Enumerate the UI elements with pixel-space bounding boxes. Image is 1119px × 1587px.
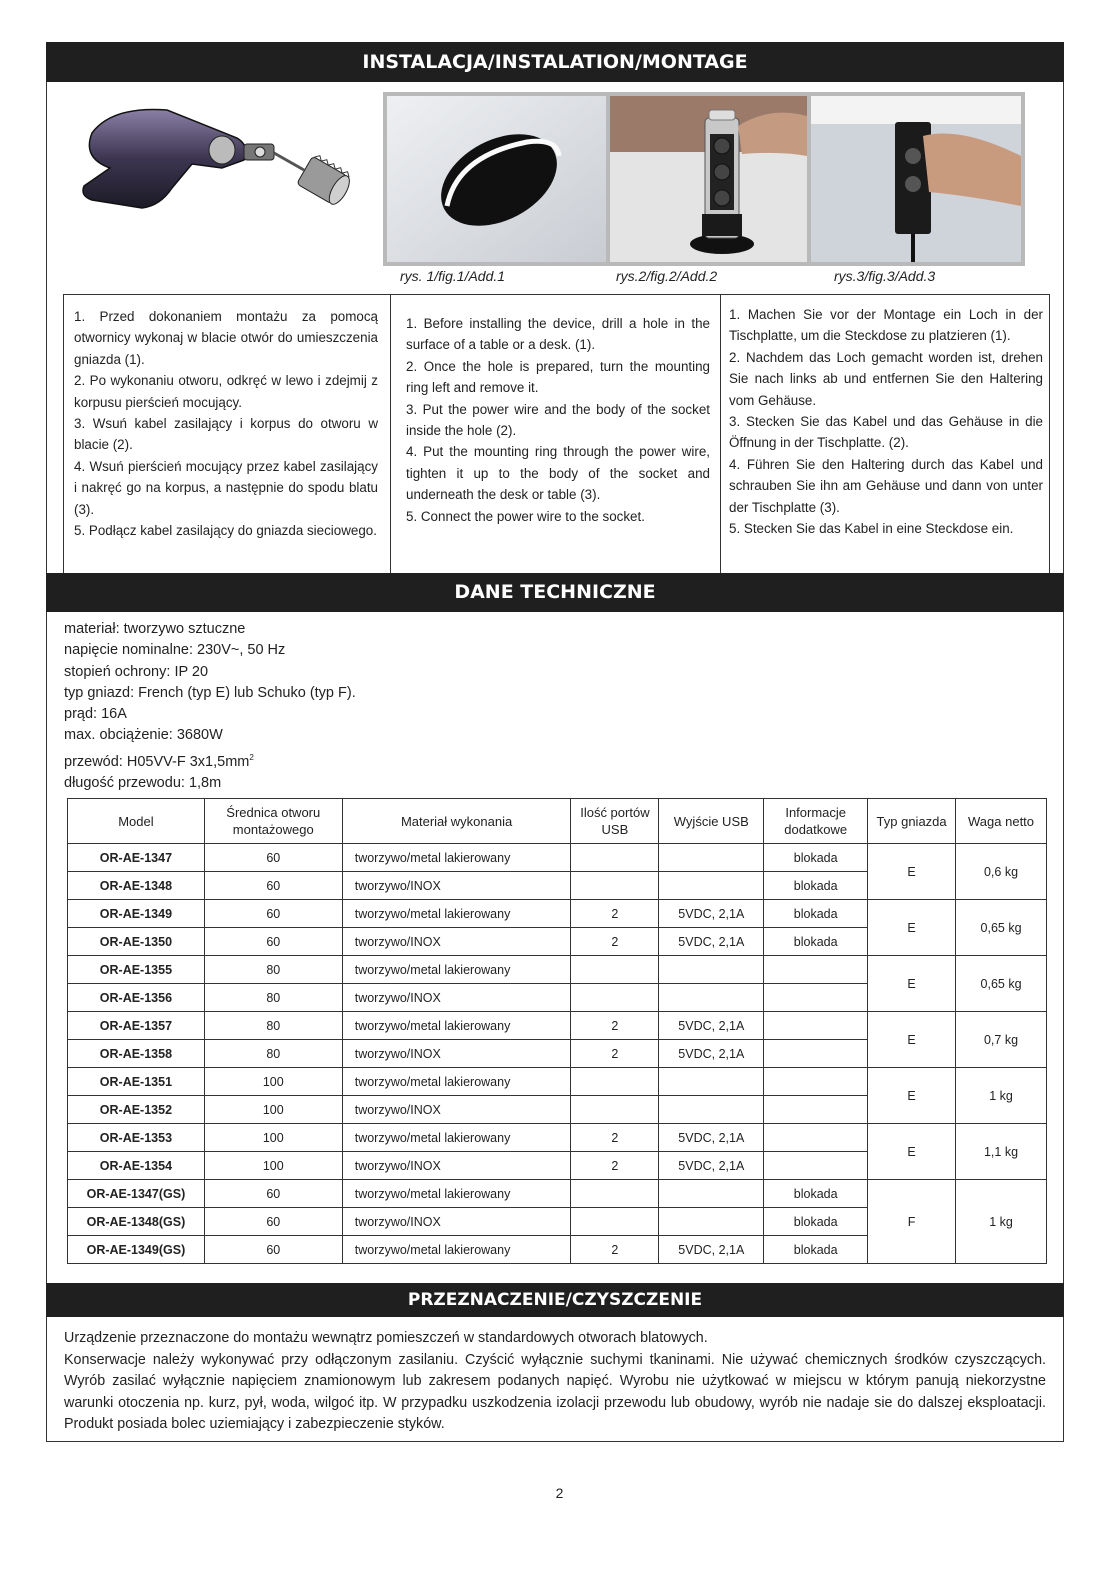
instruction-step: 3. Wsuń kabel zasilający i korpus do otworu w blacie (2).: [74, 416, 378, 453]
cell-weight: 0,7 kg: [956, 1012, 1047, 1068]
instruction-step: 3. Put the power wire and the body of the socket inside the hole (2).: [406, 401, 710, 439]
cell-diameter: 60: [204, 1208, 342, 1236]
cell-type: E: [868, 844, 956, 900]
cell-info: blokada: [764, 900, 868, 928]
instruction-step: 5. Podłącz kabel zasilający do gniazda sieciowego.: [74, 523, 377, 539]
cell-diameter: 60: [204, 1180, 342, 1208]
instructions-english: [391, 295, 721, 574]
cell-model: OR-AE-1358: [68, 1040, 205, 1068]
model-table: [67, 798, 1047, 1264]
cell-material: tworzywo/metal lakierowany: [342, 956, 571, 984]
cell-type: E: [868, 1012, 956, 1068]
cell-usb-ports: 2: [571, 1124, 659, 1152]
instruction-step: 3. Stecken Sie das Kabel und das Gehäuse in die Öffnung in der Tischplatte. (2).: [729, 414, 1043, 451]
instruction-step: 1. Before installing the device, drill a hole in the surface of a table or a desk. (1).: [406, 316, 710, 353]
cell-usb-out: 5VDC, 2,1A: [659, 1236, 764, 1264]
cell-diameter: 100: [204, 1068, 342, 1096]
instructions-german: [721, 295, 1051, 574]
column-header: Informacje dodatkowe: [764, 799, 868, 844]
instruction-step: 5. Stecken Sie das Kabel in eine Steckdose ein.: [729, 521, 1014, 537]
cell-diameter: 80: [204, 1040, 342, 1068]
cell-model: OR-AE-1354: [68, 1152, 205, 1180]
cell-usb-out: [659, 1068, 764, 1096]
cell-model: OR-AE-1357: [68, 1012, 205, 1040]
cell-info: [764, 1124, 868, 1152]
cell-material: tworzywo/INOX: [342, 928, 571, 956]
cell-material: tworzywo/INOX: [342, 984, 571, 1012]
cell-usb-out: [659, 872, 764, 900]
cell-usb-out: 5VDC, 2,1A: [659, 900, 764, 928]
table-row: [68, 956, 1047, 984]
cell-weight: 0,65 kg: [956, 900, 1047, 956]
purpose-line: Urządzenie przeznaczone do montażu wewnątrz pomieszczeń w standardowych otworach blatowych.: [64, 1330, 708, 1346]
cell-usb-ports: 2: [571, 900, 659, 928]
cell-diameter: 80: [204, 1012, 342, 1040]
cell-info: [764, 1152, 868, 1180]
cell-diameter: 60: [204, 1236, 342, 1264]
cell-model: OR-AE-1352: [68, 1096, 205, 1124]
cell-usb-ports: [571, 872, 659, 900]
cell-material: tworzywo/metal lakierowany: [342, 1068, 571, 1096]
column-header: Średnica otworu montażowego: [204, 799, 342, 844]
cell-usb-ports: [571, 956, 659, 984]
cell-usb-ports: 2: [571, 1152, 659, 1180]
cell-usb-ports: [571, 984, 659, 1012]
cell-model: OR-AE-1348: [68, 872, 205, 900]
cell-model: OR-AE-1350: [68, 928, 205, 956]
cell-info: [764, 956, 868, 984]
cell-usb-out: [659, 984, 764, 1012]
figure-caption-1: rys. 1/fig.1/Add.1: [400, 268, 506, 284]
spec-item: materiał: tworzywo sztuczne: [64, 621, 246, 637]
instruction-step: 4. Führen Sie den Haltering durch das Kabel und schrauben Sie ihn am Gehäuse und dann von unter der Tischplatte (3).: [729, 456, 1043, 515]
table-row: [68, 844, 1047, 872]
table-body: [68, 844, 1047, 1264]
cell-type: E: [868, 900, 956, 956]
column-header: Materiał wykonania: [342, 799, 571, 844]
cell-model: OR-AE-1349(GS): [68, 1236, 205, 1264]
cell-usb-out: 5VDC, 2,1A: [659, 1012, 764, 1040]
cell-weight: 1 kg: [956, 1180, 1047, 1264]
cell-diameter: 60: [204, 844, 342, 872]
cell-info: blokada: [764, 928, 868, 956]
cell-usb-out: 5VDC, 2,1A: [659, 1040, 764, 1068]
instruction-step: 4. Put the mounting ring through the power wire, tighten it up to the body of the socket and underneath the desk or table (3).: [406, 444, 710, 503]
purpose-heading: PRZEZNACZENIE/CZYSZCZENIE: [46, 1283, 1064, 1317]
column-header: Typ gniazda: [868, 799, 956, 844]
purpose-text: [64, 1328, 1046, 1436]
cell-usb-ports: 2: [571, 1012, 659, 1040]
cell-model: OR-AE-1351: [68, 1068, 205, 1096]
cell-info: blokada: [764, 1236, 868, 1264]
cell-material: tworzywo/metal lakierowany: [342, 844, 571, 872]
instruction-step: 2. Once the hole is prepared, turn the mounting ring left and remove it.: [406, 358, 710, 396]
spec-item: typ gniazd: French (typ E) lub Schuko (typ F).: [64, 684, 356, 701]
cell-diameter: 60: [204, 900, 342, 928]
cell-usb-out: [659, 844, 764, 872]
table-header-row: [68, 799, 1047, 844]
cell-material: tworzywo/INOX: [342, 1040, 571, 1068]
installation-heading: INSTALACJA/INSTALATION/MONTAGE: [46, 42, 1064, 82]
cell-usb-out: 5VDC, 2,1A: [659, 928, 764, 956]
purpose-paragraph: Konserwacje należy wykonywać przy odłączonym zasilaniu. Czyścić wyłącznie suchymi tkaninami. Nie używać chemicznych środków czyszczących. Wyrób zasilać wyłącznie napięciem znamionowym lub zakresem podanych napięć. Wyrobu nie użytkować w miejscu w którym panują niekorzystne warunki otoczenia np. kurz, pył, woda, wilgoć itp. W przypadku uszkodzenia izolacji przewodu lub obudowy, wyrób nie nadaje sie do dalszej eksploatacji. Produkt posiada bolec uziemiający i zabezpieczenie styków.: [64, 1351, 1046, 1432]
cell-usb-ports: [571, 1208, 659, 1236]
spec-item: prąd: 16A: [64, 706, 127, 723]
cell-weight: 1,1 kg: [956, 1124, 1047, 1180]
column-header: Model: [68, 799, 205, 844]
page-number: 2: [555, 1485, 564, 1501]
cell-type: E: [868, 1124, 956, 1180]
cell-info: [764, 1040, 868, 1068]
table-row: [68, 1012, 1047, 1040]
installation-photos: [383, 92, 1025, 266]
cell-material: tworzywo/INOX: [342, 1096, 571, 1124]
cell-info: [764, 1068, 868, 1096]
table-row: [68, 1124, 1047, 1152]
cell-usb-ports: [571, 1068, 659, 1096]
cell-model: OR-AE-1355: [68, 956, 205, 984]
figure-caption-3: rys.3/fig.3/Add.3: [834, 268, 936, 284]
cell-usb-out: [659, 1096, 764, 1124]
cell-weight: 0,6 kg: [956, 844, 1047, 900]
spec-item: stopień ochrony: IP 20: [64, 663, 209, 680]
cell-usb-ports: [571, 1096, 659, 1124]
cell-model: OR-AE-1347(GS): [68, 1180, 205, 1208]
cell-info: [764, 984, 868, 1012]
photo-mounting-ring: [811, 96, 1021, 262]
cell-model: OR-AE-1349: [68, 900, 205, 928]
cell-material: tworzywo/metal lakierowany: [342, 900, 571, 928]
cell-material: tworzywo/metal lakierowany: [342, 1012, 571, 1040]
cell-usb-out: [659, 1180, 764, 1208]
cell-info: [764, 1096, 868, 1124]
cell-usb-out: 5VDC, 2,1A: [659, 1152, 764, 1180]
cell-model: OR-AE-1356: [68, 984, 205, 1012]
column-header: Ilość portów USB: [571, 799, 659, 844]
cell-material: tworzywo/INOX: [342, 872, 571, 900]
cell-usb-out: [659, 1208, 764, 1236]
spec-item: napięcie nominalne: 230V~, 50 Hz: [64, 642, 286, 659]
cell-diameter: 80: [204, 984, 342, 1012]
spec-item: długość przewodu: 1,8m: [64, 774, 222, 791]
cell-usb-ports: 2: [571, 1236, 659, 1264]
cell-usb-ports: 2: [571, 928, 659, 956]
cell-diameter: 100: [204, 1096, 342, 1124]
table-row: [68, 1180, 1047, 1208]
cell-diameter: 60: [204, 872, 342, 900]
instructions-polish: [64, 295, 391, 574]
cell-usb-ports: [571, 1180, 659, 1208]
cell-info: blokada: [764, 1208, 868, 1236]
cell-weight: 1 kg: [956, 1068, 1047, 1124]
cell-material: tworzywo/metal lakierowany: [342, 1124, 571, 1152]
cell-model: OR-AE-1348(GS): [68, 1208, 205, 1236]
instruction-step: 5. Connect the power wire to the socket.: [406, 508, 645, 524]
cell-diameter: 80: [204, 956, 342, 984]
drill-illustration: [72, 98, 362, 228]
column-header: Waga netto: [956, 799, 1047, 844]
cell-diameter: 60: [204, 928, 342, 956]
photo-hole-in-desk: [387, 96, 606, 262]
instruction-step: 2. Nachdem das Loch gemacht worden ist, drehen Sie nach links ab und entfernen Sie den Haltering vom Gehäuse.: [729, 349, 1043, 408]
cell-type: E: [868, 956, 956, 1012]
photo-socket-inserted: [610, 96, 807, 262]
cell-material: tworzywo/metal lakierowany: [342, 1236, 571, 1264]
spec-item: max. obciążenie: 3680W: [64, 727, 223, 744]
cell-type: E: [868, 1068, 956, 1124]
spec-item: przewód: H05VV-F $3x1,5mm^2$: [64, 752, 254, 770]
cell-diameter: 100: [204, 1152, 342, 1180]
instruction-step: 4. Wsuń pierścień mocujący przez kabel zasilający i nakręć go na korpus, a następnie do spodu blatu (3).: [74, 458, 378, 517]
cell-model: OR-AE-1353: [68, 1124, 205, 1152]
tech-data-heading: DANE TECHNICZNE: [46, 573, 1064, 612]
cell-info: [764, 1012, 868, 1040]
table-row: [68, 1068, 1047, 1096]
cell-material: tworzywo/INOX: [342, 1152, 571, 1180]
cell-info: blokada: [764, 844, 868, 872]
cell-usb-ports: [571, 844, 659, 872]
cell-material: tworzywo/metal lakierowany: [342, 1180, 571, 1208]
cell-weight: 0,65 kg: [956, 956, 1047, 1012]
cell-info: blokada: [764, 872, 868, 900]
cell-info: blokada: [764, 1180, 868, 1208]
cell-model: OR-AE-1347: [68, 844, 205, 872]
cell-diameter: 100: [204, 1124, 342, 1152]
cell-usb-ports: 2: [571, 1040, 659, 1068]
table-row: [68, 900, 1047, 928]
cell-usb-out: 5VDC, 2,1A: [659, 1124, 764, 1152]
column-header: Wyjście USB: [659, 799, 764, 844]
instruction-step: 2. Po wykonaniu otworu, odkręć w lewo i zdejmij z korpusu pierścień mocujący.: [74, 373, 378, 410]
figure-caption-2: rys.2/fig.2/Add.2: [616, 268, 718, 284]
instruction-step: 1. Machen Sie vor der Montage ein Loch in der Tischplatte, um die Steckdose zu platzieren (1).: [729, 307, 1043, 344]
instruction-step: 1. Przed dokonaniem montażu za pomocą otwornicy wykonaj w blacie otwór do umieszczenia gniazda (1).: [74, 309, 378, 367]
cell-usb-out: [659, 956, 764, 984]
instructions-box: [63, 294, 1050, 573]
spec-list: [64, 619, 356, 794]
cell-material: tworzywo/INOX: [342, 1208, 571, 1236]
cell-type: F: [868, 1180, 956, 1264]
